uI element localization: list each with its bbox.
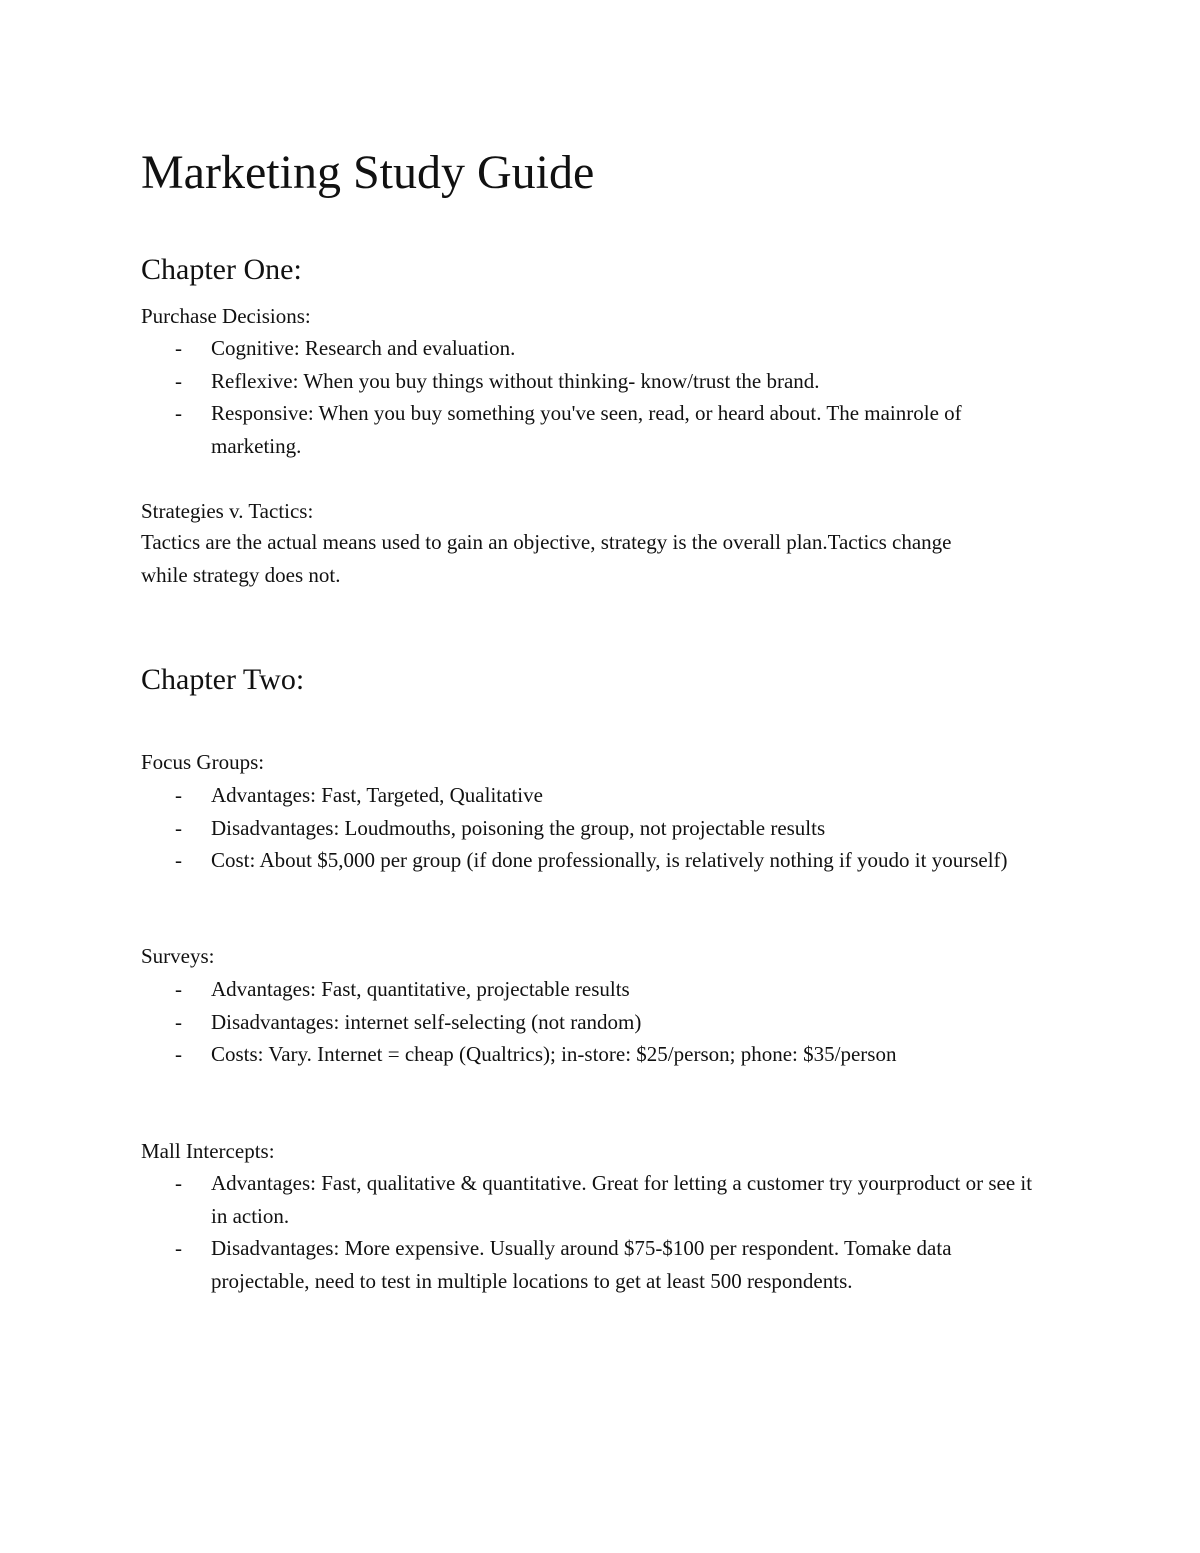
list-item-text: Costs: Vary. Internet = cheap (Qualtrics); in-store: $25/person; phone: $35/person bbox=[211, 1042, 897, 1066]
surveys-label: Surveys: bbox=[141, 944, 215, 968]
bullet-dash: - bbox=[175, 1009, 182, 1034]
list-item bbox=[141, 812, 1051, 845]
bullet-dash: - bbox=[175, 336, 182, 360]
purchase-decisions-list bbox=[141, 332, 1061, 462]
list-item bbox=[141, 1006, 1051, 1039]
list-item-text: Disadvantages: internet self-selecting (not random) bbox=[211, 1009, 642, 1034]
list-item-text: Cost: About $5,000 per group (if done professionally, is relatively nothing if youdo it yourself) bbox=[211, 848, 1008, 872]
list-item bbox=[141, 365, 1051, 398]
bullet-dash: - bbox=[175, 848, 182, 872]
list-item-text: Responsive: When you buy something you've seen, read, or heard about. The mainrole of marketing. bbox=[211, 401, 962, 458]
bullet-dash: - bbox=[175, 783, 182, 807]
strategies-text: Tactics are the actual means used to gain an objective, strategy is the overall plan.Tactics change while strategy does not. bbox=[141, 530, 952, 587]
list-item bbox=[141, 844, 1051, 877]
list-item bbox=[141, 973, 1051, 1006]
list-item bbox=[141, 1038, 1051, 1071]
chapter-one-heading: Chapter One: bbox=[141, 253, 302, 286]
list-item bbox=[141, 397, 1051, 462]
bullet-dash: - bbox=[175, 1042, 182, 1066]
bullet-dash: - bbox=[175, 1171, 182, 1195]
bullet-dash: - bbox=[175, 401, 182, 425]
focus-groups-list bbox=[141, 779, 1061, 877]
list-item bbox=[141, 1167, 1051, 1232]
surveys-list bbox=[141, 973, 1061, 1071]
list-item bbox=[141, 332, 1051, 365]
list-item-text: Advantages: Fast, Targeted, Qualitative bbox=[211, 783, 543, 807]
strategies-label: Strategies v. Tactics: bbox=[141, 499, 314, 523]
list-item-text: Advantages: Fast, quantitative, projectable results bbox=[211, 977, 630, 1001]
purchase-decisions-label: Purchase Decisions: bbox=[141, 304, 311, 328]
list-item-text: Disadvantages: Loudmouths, poisoning the group, not projectable results bbox=[211, 815, 826, 840]
list-item-text: Cognitive: Research and evaluation. bbox=[211, 336, 516, 360]
document-title: Marketing Study Guide bbox=[141, 146, 595, 199]
bullet-dash: - bbox=[175, 368, 182, 393]
chapter-two-heading: Chapter Two: bbox=[141, 663, 305, 696]
list-item-text: Advantages: Fast, qualitative & quantitative. Great for letting a customer try yourproduct or see it in action. bbox=[211, 1171, 1033, 1228]
bullet-dash: - bbox=[175, 1236, 182, 1260]
bullet-dash: - bbox=[175, 815, 182, 840]
mall-intercepts-label: Mall Intercepts: bbox=[141, 1139, 275, 1163]
focus-groups-label: Focus Groups: bbox=[141, 750, 265, 774]
bullet-dash: - bbox=[175, 977, 182, 1001]
list-item-text: Reflexive: When you buy things without thinking- know/trust the brand. bbox=[211, 368, 820, 393]
list-item-text: Disadvantages: More expensive. Usually around $75-$100 per respondent. Tomake data projectable, need to test in multiple locations to get at least 500 respondents. bbox=[211, 1236, 952, 1293]
list-item bbox=[141, 779, 1051, 812]
mall-intercepts-list bbox=[141, 1167, 1061, 1297]
list-item bbox=[141, 1232, 1051, 1297]
